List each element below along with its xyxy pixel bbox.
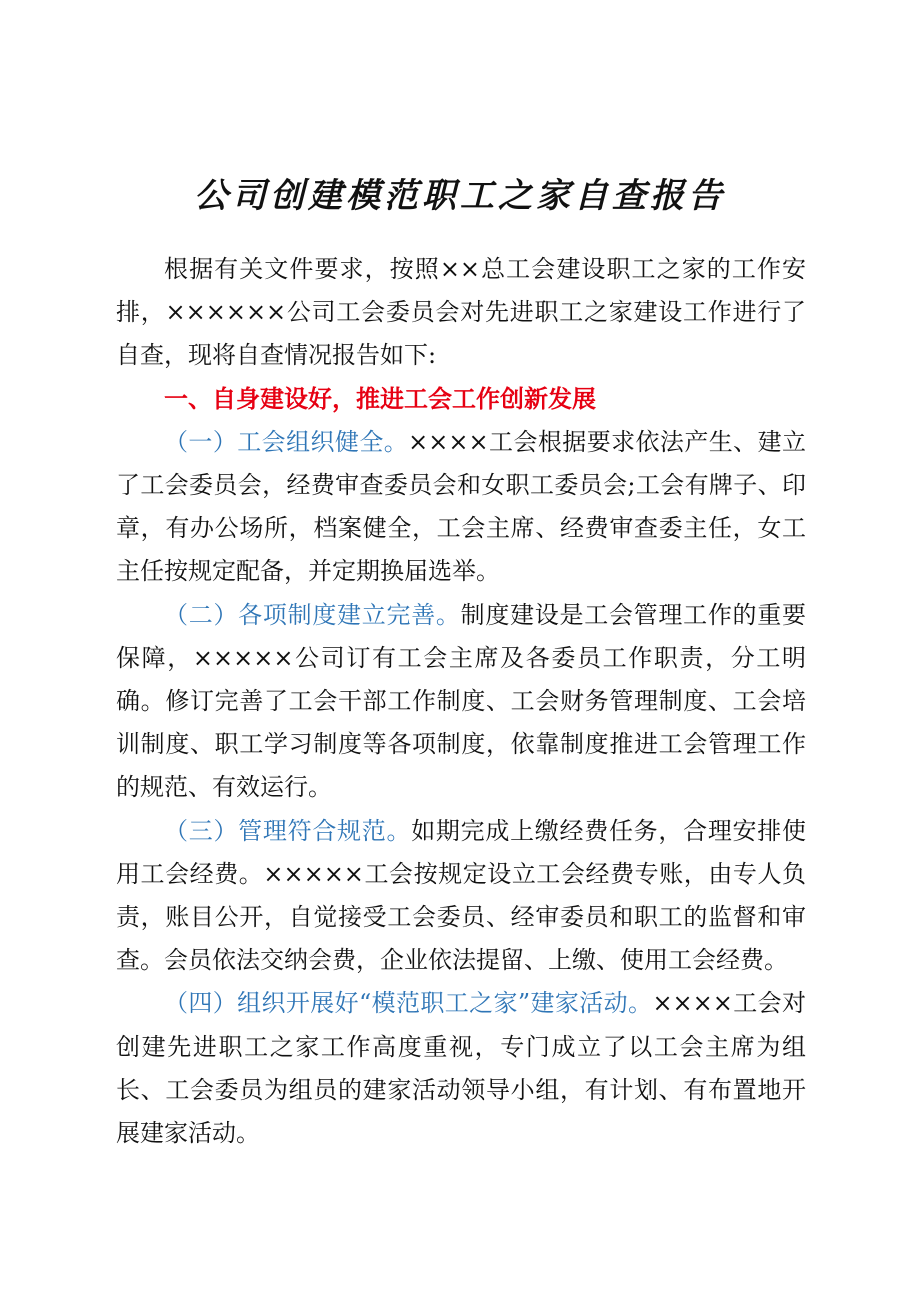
document-body — [116, 248, 806, 1155]
item-4-text: ××××工会对创建先进职工之家工作高度重视，专门成立了以工会主席为组长、工会委员为组员的建家活动领导小组，有计划、有布置地开展建家活动。 — [116, 989, 807, 1148]
section-item-4 — [116, 982, 806, 1155]
item-3-label: （三）管理符合规范。 — [164, 816, 412, 845]
item-2-label: （二）各项制度建立完善。 — [164, 600, 461, 629]
item-1-label: （一）工会组织健全。 — [164, 427, 409, 456]
section-item-1 — [116, 421, 806, 594]
section-heading: 一、自身建设好，推进工会工作创新发展 — [164, 384, 596, 413]
item-2-text: 制度建设是工会管理工作的重要保障，×××××公司订有工会主席及各委员工作职责，分工明确。修订完善了工会干部工作制度、工会财务管理制度、工会培训制度、职工学习制度等各项制度，依靠制度推进工会管理工作的规范、有效运行。 — [116, 600, 806, 802]
item-1-text: ××××工会根据要求依法产生、建立了工会委员会，经费审查委员会和女职工委员会;工会有牌子、印章，有办公场所，档案健全，工会主席、经费审查委主任，女工主任按规定配备，并定期换届选举。 — [116, 427, 807, 586]
section-item-2 — [116, 594, 806, 810]
intro-paragraph: 根据有关文件要求，按照××总工会建设职工之家的工作安排，××××××公司工会委员会对先进职工之家建设工作进行了自查，现将自查情况报告如下: — [116, 255, 806, 370]
section-item-3 — [116, 810, 806, 983]
document-title: 公司创建模范职工之家自查报告 — [194, 176, 726, 216]
item-4-label: （四）组织开展好“模范职工之家”建家活动。 — [164, 989, 653, 1018]
item-3-text: 如期完成上缴经费任务，合理安排使用工会经费。×××××工会按规定设立工会经费专账，由专人负责，账目公开，自觉接受工会委员、经审委员和职工的监督和审查。会员依法交纳会费，企业依法提留、上缴、使用工会经费。 — [116, 816, 807, 975]
